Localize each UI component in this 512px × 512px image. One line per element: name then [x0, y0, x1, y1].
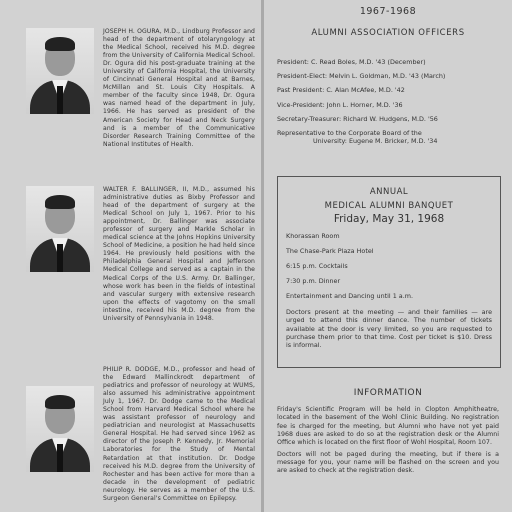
portrait-photo — [26, 386, 94, 472]
banquet-item: The Chase-Park Plaza Hotel — [286, 247, 374, 255]
portrait-photo — [26, 186, 94, 272]
banquet-item: 7:30 p.m. Dinner — [286, 277, 341, 285]
officers-heading: ALUMNI ASSOCIATION OFFICERS — [311, 28, 465, 38]
information-paragraph: Doctors will not be paged during the meeting, but if there is a message for you, your name will be flashed on the screen and you are asked to check at the registration desk. — [277, 450, 499, 475]
right-column — [264, 0, 512, 512]
information-paragraph: Friday's Scientific Program will be held in Clopton Amphitheatre, located in the basement of the Wohl Clinic Building. No registration fee is charged for the meeting, but Alumni who have not yet paid 1968 dues are asked to do so at the registration desk or the Alumni Office which is located on the first floor of Wohl Hospital, Room 107. — [277, 406, 499, 447]
information-heading: INFORMATION — [353, 388, 423, 398]
officer-entry: Secretary-Treasurer: Richard W. Hudgens, M.D. '56 — [277, 114, 438, 123]
banquet-item: 6:15 p.m. Cocktails — [286, 262, 348, 270]
banquet-box — [277, 176, 501, 368]
bio-text: PHILIP R. DODGE, M.D., professor and head of the Edward Mallinckrodt department of pediatrics and professor of neurology at WUMS, also assumed his administrative appointment July 1, 1967. Dr. Dodge came to the Medical School from Harvard Medical School where he was assistant professor of neurology and pediatrician and neurologist at Massachusetts General Hospital. He had served since 1962 as director of the Joseph P. Kennedy, Jr. Memorial Laboratories for the Study of Mental Retardation at that institution. Dr. Dodge received his M.D. degree from the University of Rochester and has been active for more than a decade in the development of pediatric neurology. He serves as a member of the U.S. Surgeon General's Committee on Epilepsy. — [103, 366, 255, 502]
bio-text: WALTER F. BALLINGER, II, M.D., assumed his administrative duties as Bixby Professor and head of the department of surgery at the Medical School on July 1, 1967. Prior to his appointment, Dr. Ballinger was associate professor of surgery and Markle Scholar in medical science at the Johns Hopkins University School of Medicine, a position he had held since 1964. He previously held positions with the Philadelphia General Hospital and Jefferson Medical College and served as a captain in the Medical Corps of the U.S. Army. Dr. Ballinger, whose work has been in the fields of intestinal and vascular surgery with extensive research upon the effects of vagotomy on the small intestine, received his M.D. degree from the University of Pennsylvania in 1948. — [103, 186, 255, 322]
bio-text: JOSEPH H. OGURA, M.D., Lindburg Professor and head of the department of otolaryngology at the Medical School, received his M.D. degree from the University of California Medical School. Dr. Ogura did his post-graduate training at the University of California Hospital, the University of Cincinnati General Hospital and at Barnes, McMillan and St. Louis City Hospitals. A member of the faculty since 1948, Dr. Ogura was named head of the department in July, 1966. He has served as president of the American Society for Head and Neck Surgery and is a member of the Communicative Disorder Research Training Committee of the National Institutes of Health. — [103, 28, 255, 148]
officer-entry: President-Elect: Melvin L. Goldman, M.D. '43 (March) — [277, 72, 446, 81]
officer-entry: Vice-President: John L. Horner, M.D. '36 — [277, 100, 403, 109]
banquet-annual: ANNUAL — [369, 187, 409, 197]
banquet-item: Khorassan Room — [286, 232, 340, 240]
year-heading: 1967-1968 — [359, 6, 417, 17]
officer-entry: Representative to the Corporate Board of the University: Eugene M. Bricker, M.D. '34 — [277, 128, 438, 145]
portrait-photo — [26, 28, 94, 114]
banquet-title: MEDICAL ALUMNI BANQUET — [324, 201, 454, 211]
banquet-note: Doctors present at the meeting — and their families — are urged to attend this dinner dance. The number of tickets available at the door is very limited, so you are requested to purchase them prior to that time. Cost per ticket is $10. Dress is informal. — [286, 308, 492, 350]
information-text — [277, 406, 499, 479]
officers-list — [277, 58, 507, 151]
officer-entry: President: C. Read Boles, M.D. '43 (December) — [277, 58, 426, 66]
banquet-item: Entertainment and Dancing until 1 a.m. — [286, 292, 414, 300]
officer-entry: Past President: C. Alan McAfee, M.D. '42 — [277, 86, 405, 95]
banquet-date: Friday, May 31, 1968 — [333, 213, 445, 225]
